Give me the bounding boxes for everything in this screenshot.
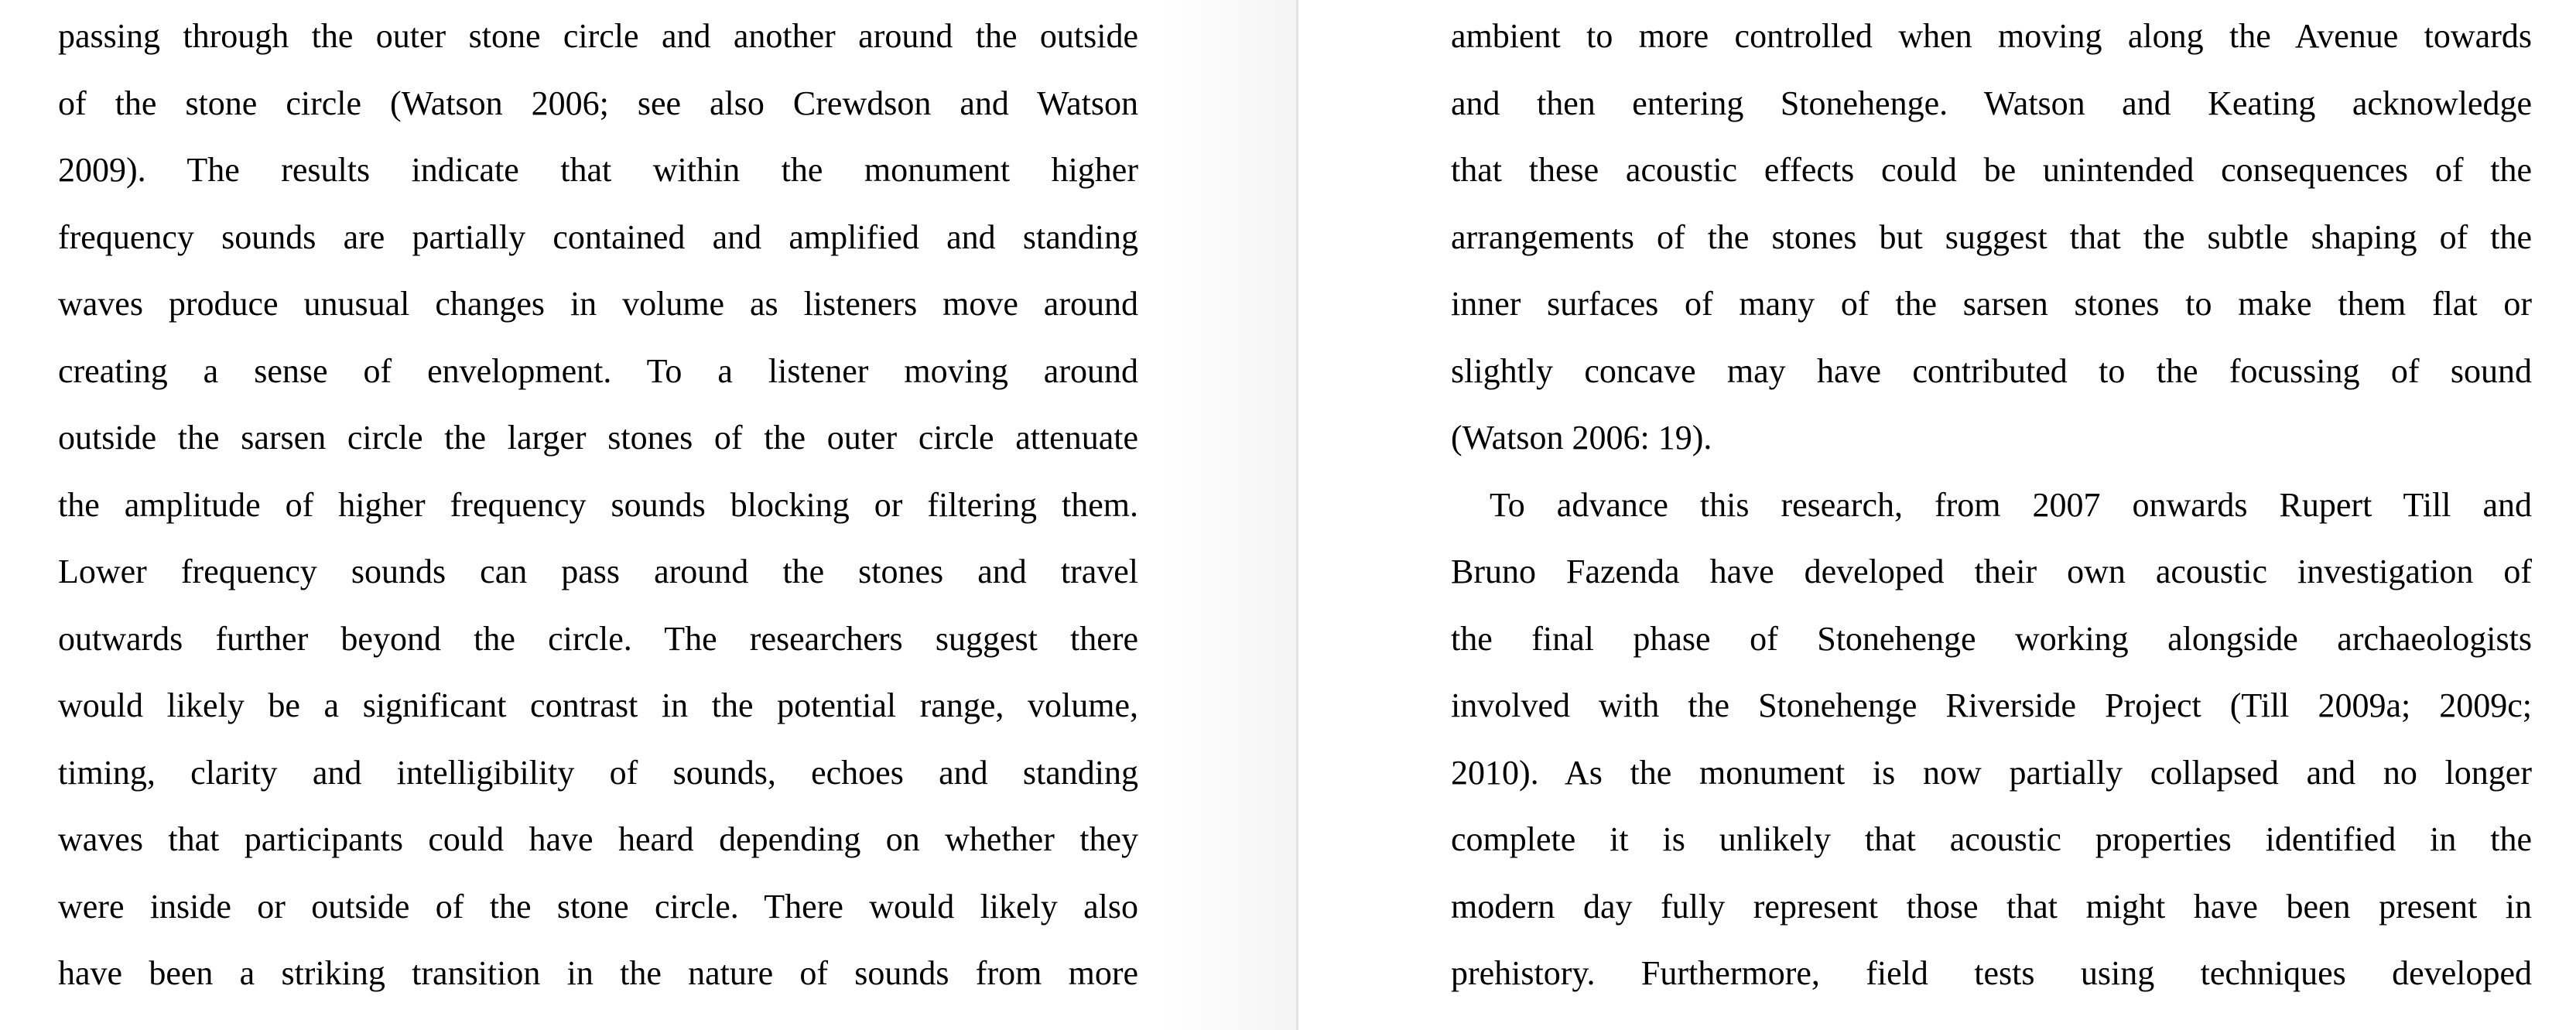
text-line: that these acoustic effects could be unintended consequences of the xyxy=(1451,151,2532,189)
text-line: slightly concave may have contributed to the focussing of sound xyxy=(1451,351,2532,390)
text-line: prehistory. Furthermore, field tests using techniques developed xyxy=(1451,954,2532,992)
text-line: frequency sounds are partially contained and amplified and standing xyxy=(58,217,1138,256)
page-right-text xyxy=(1451,3,2532,1008)
text-line: To advance this research, from 2007 onwards Rupert Till and xyxy=(1490,485,2532,524)
text-line: the final phase of Stonehenge working alongside archaeologists xyxy=(1451,619,2532,658)
text-line: the amplitude of higher frequency sounds blocking or filtering them. xyxy=(58,485,1138,524)
text-line: outside the sarsen circle the larger stones of the outer circle attenuate xyxy=(58,419,1138,457)
text-line: 2010). As the monument is now partially collapsed and no longer xyxy=(1451,753,2532,792)
text-line: involved with the Stonehenge Riverside Project (Till 2009a; 2009c; xyxy=(1451,686,2532,724)
text-line: arrangements of the stones but suggest that the subtle shaping of the xyxy=(1451,217,2532,256)
text-line: (Watson 2006: 19). xyxy=(1451,419,1712,457)
text-line: were inside or outside of the stone circle. There would likely also xyxy=(58,887,1138,926)
page-left-text xyxy=(58,3,1138,1008)
text-line: outwards further beyond the circle. The researchers suggest there xyxy=(58,619,1138,658)
text-line: ambient to more controlled when moving along the Avenue towards xyxy=(1451,17,2532,55)
text-line: timing, clarity and intelligibility of sounds, echoes and standing xyxy=(58,753,1138,792)
text-line: of the stone circle (Watson 2006; see also Crewdson and Watson xyxy=(58,84,1138,122)
text-line: 2009). The results indicate that within the monument higher xyxy=(58,151,1138,189)
page-edge-shadow xyxy=(1161,0,1296,1030)
text-line: would likely be a significant contrast in the potential range, volume, xyxy=(58,686,1138,724)
text-line: Lower frequency sounds can pass around the stones and travel xyxy=(58,553,1138,590)
text-line: and then entering Stonehenge. Watson and Keating acknowledge xyxy=(1451,84,2532,122)
text-line: have been a striking transition in the nature of sounds from more xyxy=(58,954,1138,992)
text-line: waves that participants could have heard depending on whether they xyxy=(58,820,1138,858)
text-line: complete it is unlikely that acoustic properties identified in the xyxy=(1451,820,2532,858)
text-line: inner surfaces of many of the sarsen stones to make them flat or xyxy=(1451,285,2532,323)
text-line: creating a sense of envelopment. To a listener moving around xyxy=(58,351,1138,390)
text-line: waves produce unusual changes in volume as listeners move around xyxy=(58,285,1138,323)
page-right xyxy=(1298,0,2576,1030)
text-line: modern day fully represent those that might have been present in xyxy=(1451,887,2532,926)
text-line: passing through the outer stone circle and another around the outside xyxy=(58,17,1138,55)
text-line: Bruno Fazenda have developed their own acoustic investigation of xyxy=(1451,553,2532,590)
